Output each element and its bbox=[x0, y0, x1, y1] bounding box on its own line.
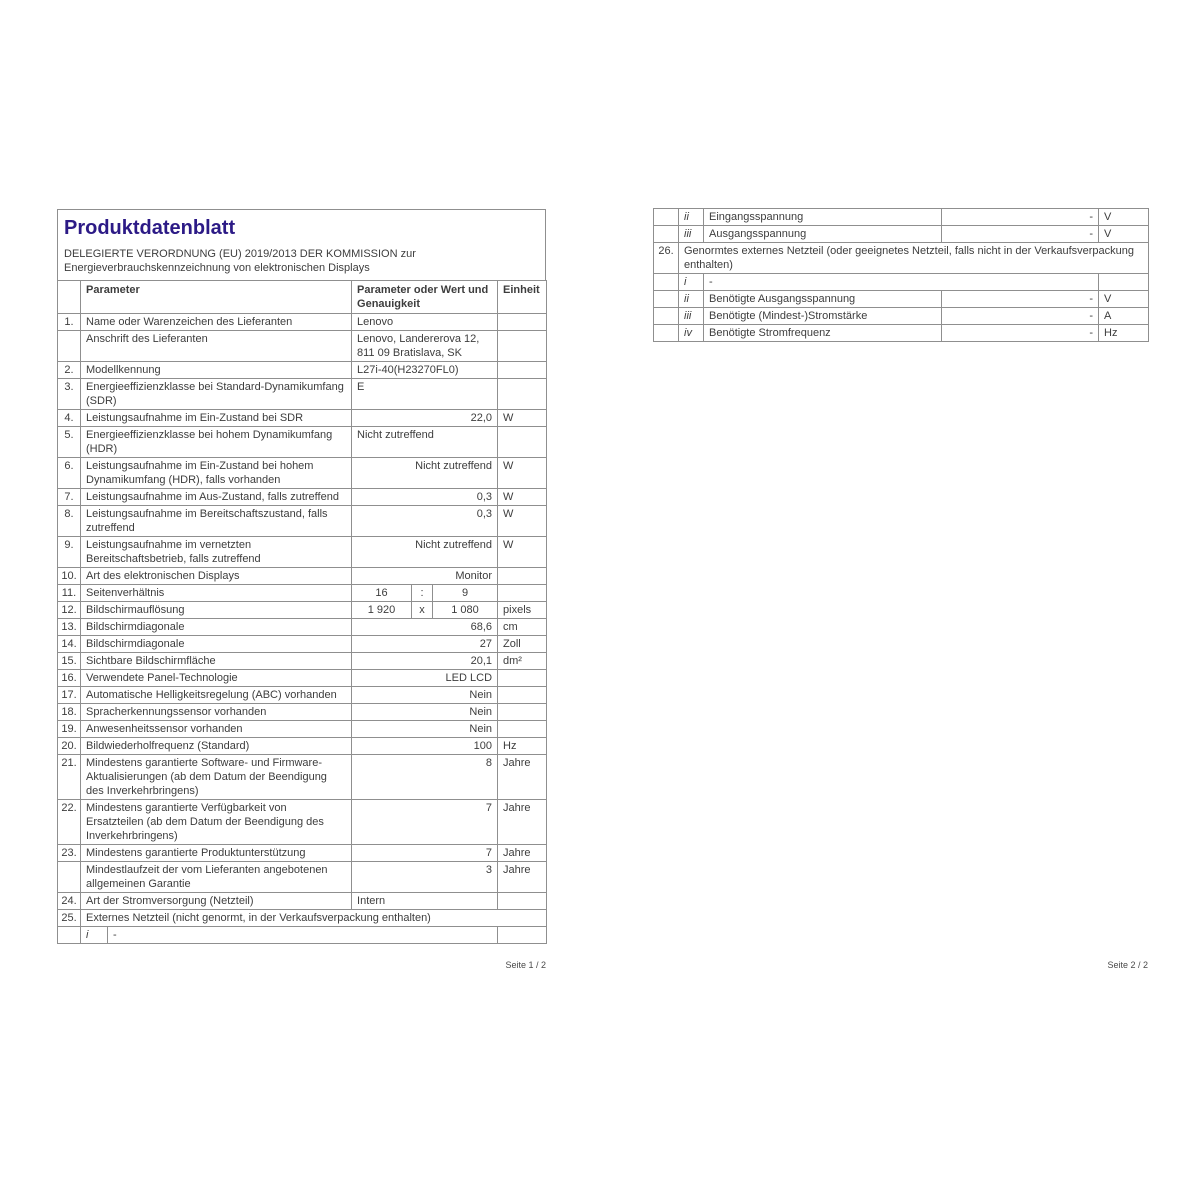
parameter-cell: Ausgangsspannung bbox=[704, 226, 942, 243]
value-cell: - bbox=[942, 226, 1099, 243]
parameter-cell: Benötigte Stromfrequenz bbox=[704, 325, 942, 342]
value-cell: Lenovo bbox=[352, 314, 498, 331]
parameter-cell: Art der Stromversorgung (Netzteil) bbox=[81, 893, 352, 910]
row-number-cell: 18. bbox=[58, 704, 81, 721]
value-cell: Intern bbox=[352, 893, 498, 910]
value-cell: Nein bbox=[352, 687, 498, 704]
table-row bbox=[58, 800, 547, 845]
parameter-table-page-2 bbox=[653, 208, 1149, 342]
table-row bbox=[58, 379, 547, 410]
row-number-cell: 17. bbox=[58, 687, 81, 704]
unit-cell: Zoll bbox=[498, 636, 547, 653]
value-cell: Nein bbox=[352, 704, 498, 721]
unit-cell: W bbox=[498, 410, 547, 427]
sub-letter-cell: i bbox=[81, 927, 108, 944]
header-parameter-cell: Parameter bbox=[81, 281, 352, 314]
parameter-cell: Automatische Helligkeitsregelung (ABC) vorhanden bbox=[81, 687, 352, 704]
row-number-cell: 20. bbox=[58, 738, 81, 755]
row-number-cell: 6. bbox=[58, 458, 81, 489]
subtitle-line-2: Energieverbrauchskennzeichnung von elektronischen Displays bbox=[64, 261, 370, 274]
value-cell: 0,3 bbox=[352, 489, 498, 506]
value-cell: 100 bbox=[352, 738, 498, 755]
parameter-cell: Bildwiederholfrequenz (Standard) bbox=[81, 738, 352, 755]
table-row bbox=[58, 568, 547, 585]
value-cell: LED LCD bbox=[352, 670, 498, 687]
parameter-cell: Leistungsaufnahme im Bereitschaftszustand, falls zutreffend bbox=[81, 506, 352, 537]
value-cell: - bbox=[108, 927, 498, 944]
table-row bbox=[58, 670, 547, 687]
row-number-cell: 23. bbox=[58, 845, 81, 862]
sub-letter-cell: iii bbox=[679, 308, 704, 325]
parameter-cell: Mindestens garantierte Verfügbarkeit von Ersatzteilen (ab dem Datum der Beendigung des Inverkehrbringens) bbox=[81, 800, 352, 845]
value-separator-cell: : bbox=[412, 585, 433, 602]
row-number-cell: 11. bbox=[58, 585, 81, 602]
value-cell: Monitor bbox=[352, 568, 498, 585]
row-number-cell: 22. bbox=[58, 800, 81, 845]
table-row bbox=[58, 927, 547, 944]
unit-cell bbox=[498, 585, 547, 602]
unit-cell: Jahre bbox=[498, 800, 547, 845]
parameter-cell: Benötigte (Mindest-)Stromstärke bbox=[704, 308, 942, 325]
unit-cell bbox=[498, 721, 547, 738]
row-number-cell: 15. bbox=[58, 653, 81, 670]
unit-cell bbox=[498, 331, 547, 362]
unit-cell bbox=[498, 704, 547, 721]
row-number-cell: 3. bbox=[58, 379, 81, 410]
unit-cell: V bbox=[1099, 291, 1149, 308]
table-row bbox=[58, 331, 547, 362]
datasheet-page-2 bbox=[653, 208, 1148, 342]
unit-cell: Jahre bbox=[498, 862, 547, 893]
row-number-cell: 26. bbox=[654, 243, 679, 274]
unit-cell: V bbox=[1099, 209, 1149, 226]
table-row bbox=[58, 585, 547, 602]
parameter-cell: Seitenverhältnis bbox=[81, 585, 352, 602]
parameter-cell: Bildschirmdiagonale bbox=[81, 619, 352, 636]
value-cell-second: 1 080 bbox=[433, 602, 498, 619]
table-row bbox=[58, 410, 547, 427]
table-row bbox=[58, 721, 547, 738]
sub-letter-cell: ii bbox=[679, 291, 704, 308]
value-cell: 3 bbox=[352, 862, 498, 893]
span-text-cell: Externes Netzteil (nicht genormt, in der Verkaufsverpackung enthalten) bbox=[81, 910, 547, 927]
table-row bbox=[58, 362, 547, 379]
value-cell: - bbox=[942, 291, 1099, 308]
table-row bbox=[58, 704, 547, 721]
row-number-cell: 5. bbox=[58, 427, 81, 458]
parameter-cell: Leistungsaufnahme im vernetzten Bereitschaftsbetrieb, falls zutreffend bbox=[81, 537, 352, 568]
row-number-cell: 12. bbox=[58, 602, 81, 619]
table-row bbox=[654, 243, 1149, 274]
unit-cell: W bbox=[498, 537, 547, 568]
value-cell: - bbox=[942, 325, 1099, 342]
page-2-footer: Seite 2 / 2 bbox=[1107, 960, 1148, 970]
unit-cell: W bbox=[498, 506, 547, 537]
parameter-cell: Bildschirmdiagonale bbox=[81, 636, 352, 653]
value-cell-first: 1 920 bbox=[352, 602, 412, 619]
row-number-cell: 19. bbox=[58, 721, 81, 738]
parameter-cell: Mindestlaufzeit der vom Lieferanten angebotenen allgemeinen Garantie bbox=[81, 862, 352, 893]
parameter-cell: Energieeffizienzklasse bei hohem Dynamikumfang (HDR) bbox=[81, 427, 352, 458]
value-cell: Nicht zutreffend bbox=[352, 458, 498, 489]
unit-cell bbox=[498, 362, 547, 379]
parameter-cell: Leistungsaufnahme im Ein-Zustand bei hohem Dynamikumfang (HDR), falls vorhanden bbox=[81, 458, 352, 489]
table-row bbox=[58, 862, 547, 893]
parameter-cell: Eingangsspannung bbox=[704, 209, 942, 226]
unit-cell: W bbox=[498, 489, 547, 506]
value-cell: Nein bbox=[352, 721, 498, 738]
value-cell: 0,3 bbox=[352, 506, 498, 537]
sub-letter-cell: iii bbox=[679, 226, 704, 243]
row-number-cell bbox=[654, 325, 679, 342]
value-cell: Lenovo, Landererova 12, 811 09 Bratislava, SK bbox=[352, 331, 498, 362]
row-number-cell: 13. bbox=[58, 619, 81, 636]
unit-cell bbox=[498, 670, 547, 687]
span-text-cell: Genormtes externes Netzteil (oder geeignetes Netzteil, falls nicht in der Verkaufsverpackung enthalten) bbox=[679, 243, 1149, 274]
parameter-cell: Spracherkennungssensor vorhanden bbox=[81, 704, 352, 721]
table-row bbox=[58, 893, 547, 910]
unit-cell: pixels bbox=[498, 602, 547, 619]
parameter-cell: Mindestens garantierte Software- und Firmware-Aktualisierungen (ab dem Datum der Beendigung des Inverkehrbringens) bbox=[81, 755, 352, 800]
parameter-cell: Art des elektronischen Displays bbox=[81, 568, 352, 585]
table-row bbox=[58, 489, 547, 506]
parameter-cell: Sichtbare Bildschirmfläche bbox=[81, 653, 352, 670]
table-row bbox=[58, 687, 547, 704]
header-value-line-1: Parameter oder Wert und bbox=[357, 284, 489, 296]
unit-cell: W bbox=[498, 458, 547, 489]
table-row bbox=[58, 845, 547, 862]
header-unit-cell: Einheit bbox=[498, 281, 547, 314]
row-number-cell: 21. bbox=[58, 755, 81, 800]
table-row bbox=[58, 910, 547, 927]
value-cell: Nicht zutreffend bbox=[352, 537, 498, 568]
value-cell: 68,6 bbox=[352, 619, 498, 636]
row-number-cell bbox=[58, 331, 81, 362]
sub-letter-cell: ii bbox=[679, 209, 704, 226]
unit-cell: Hz bbox=[498, 738, 547, 755]
sub-letter-cell: i bbox=[679, 274, 704, 291]
row-number-cell bbox=[654, 291, 679, 308]
document-subtitle bbox=[64, 248, 537, 275]
unit-cell: V bbox=[1099, 226, 1149, 243]
unit-cell bbox=[498, 927, 547, 944]
table-row bbox=[58, 653, 547, 670]
title-block bbox=[57, 209, 546, 280]
page-title: Produktdatenblatt bbox=[64, 217, 236, 239]
unit-cell: A bbox=[1099, 308, 1149, 325]
row-number-cell: 16. bbox=[58, 670, 81, 687]
table-row bbox=[58, 458, 547, 489]
unit-cell bbox=[498, 314, 547, 331]
value-cell: 7 bbox=[352, 845, 498, 862]
table-header-row bbox=[58, 281, 547, 314]
unit-cell bbox=[498, 379, 547, 410]
unit-cell: Hz bbox=[1099, 325, 1149, 342]
parameter-table-page-1 bbox=[57, 280, 547, 944]
table-row bbox=[654, 226, 1149, 243]
row-number-cell bbox=[58, 927, 81, 944]
table-row bbox=[58, 636, 547, 653]
row-number-cell: 24. bbox=[58, 893, 81, 910]
parameter-cell: Leistungsaufnahme im Ein-Zustand bei SDR bbox=[81, 410, 352, 427]
row-number-cell bbox=[654, 209, 679, 226]
parameter-cell: Bildschirmauflösung bbox=[81, 602, 352, 619]
value-cell-first: 16 bbox=[352, 585, 412, 602]
value-cell: Nicht zutreffend bbox=[352, 427, 498, 458]
value-cell: E bbox=[352, 379, 498, 410]
table-row bbox=[58, 755, 547, 800]
row-number-cell: 14. bbox=[58, 636, 81, 653]
row-number-cell bbox=[654, 226, 679, 243]
row-number-cell: 1. bbox=[58, 314, 81, 331]
parameter-cell: Name oder Warenzeichen des Lieferanten bbox=[81, 314, 352, 331]
table-row bbox=[654, 308, 1149, 325]
unit-cell bbox=[1099, 274, 1149, 291]
value-cell: - bbox=[704, 274, 1099, 291]
row-number-cell: 7. bbox=[58, 489, 81, 506]
table-row bbox=[58, 619, 547, 636]
parameter-cell: Leistungsaufnahme im Aus-Zustand, falls zutreffend bbox=[81, 489, 352, 506]
value-cell-second: 9 bbox=[433, 585, 498, 602]
table-row bbox=[58, 506, 547, 537]
parameter-cell: Verwendete Panel-Technologie bbox=[81, 670, 352, 687]
parameter-cell: Energieeffizienzklasse bei Standard-Dynamikumfang (SDR) bbox=[81, 379, 352, 410]
table-row bbox=[58, 314, 547, 331]
unit-cell bbox=[498, 687, 547, 704]
parameter-cell: Anwesenheitssensor vorhanden bbox=[81, 721, 352, 738]
table-row bbox=[58, 602, 547, 619]
row-number-cell bbox=[654, 308, 679, 325]
unit-cell bbox=[498, 427, 547, 458]
parameter-cell: Benötigte Ausgangsspannung bbox=[704, 291, 942, 308]
table-row bbox=[654, 291, 1149, 308]
unit-cell: Jahre bbox=[498, 845, 547, 862]
value-cell: 8 bbox=[352, 755, 498, 800]
value-cell: 27 bbox=[352, 636, 498, 653]
header-number-cell bbox=[58, 281, 81, 314]
table-row bbox=[58, 738, 547, 755]
parameter-cell: Anschrift des Lieferanten bbox=[81, 331, 352, 362]
row-number-cell: 8. bbox=[58, 506, 81, 537]
table-row bbox=[654, 325, 1149, 342]
unit-cell: Jahre bbox=[498, 755, 547, 800]
datasheet-page-1 bbox=[57, 209, 546, 944]
value-cell: 20,1 bbox=[352, 653, 498, 670]
table-row bbox=[654, 209, 1149, 226]
header-value-line-2: Genauigkeit bbox=[357, 298, 420, 310]
row-number-cell: 2. bbox=[58, 362, 81, 379]
table-row bbox=[58, 537, 547, 568]
header-value-cell bbox=[352, 281, 498, 314]
value-cell: L27i-40(H23270FL0) bbox=[352, 362, 498, 379]
unit-cell: dm² bbox=[498, 653, 547, 670]
unit-cell bbox=[498, 568, 547, 585]
table-row bbox=[654, 274, 1149, 291]
value-cell: 7 bbox=[352, 800, 498, 845]
value-cell: - bbox=[942, 209, 1099, 226]
value-cell: 22,0 bbox=[352, 410, 498, 427]
row-number-cell: 25. bbox=[58, 910, 81, 927]
row-number-cell bbox=[654, 274, 679, 291]
parameter-cell: Modellkennung bbox=[81, 362, 352, 379]
subtitle-line-1: DELEGIERTE VERORDNUNG (EU) 2019/2013 DER KOMMISSION zur bbox=[64, 248, 416, 260]
value-separator-cell: x bbox=[412, 602, 433, 619]
row-number-cell bbox=[58, 862, 81, 893]
page-1-footer: Seite 1 / 2 bbox=[505, 960, 546, 970]
table-row bbox=[58, 427, 547, 458]
sub-letter-cell: iv bbox=[679, 325, 704, 342]
unit-cell bbox=[498, 893, 547, 910]
row-number-cell: 10. bbox=[58, 568, 81, 585]
value-cell: - bbox=[942, 308, 1099, 325]
unit-cell: cm bbox=[498, 619, 547, 636]
row-number-cell: 4. bbox=[58, 410, 81, 427]
row-number-cell: 9. bbox=[58, 537, 81, 568]
parameter-cell: Mindestens garantierte Produktunterstützung bbox=[81, 845, 352, 862]
